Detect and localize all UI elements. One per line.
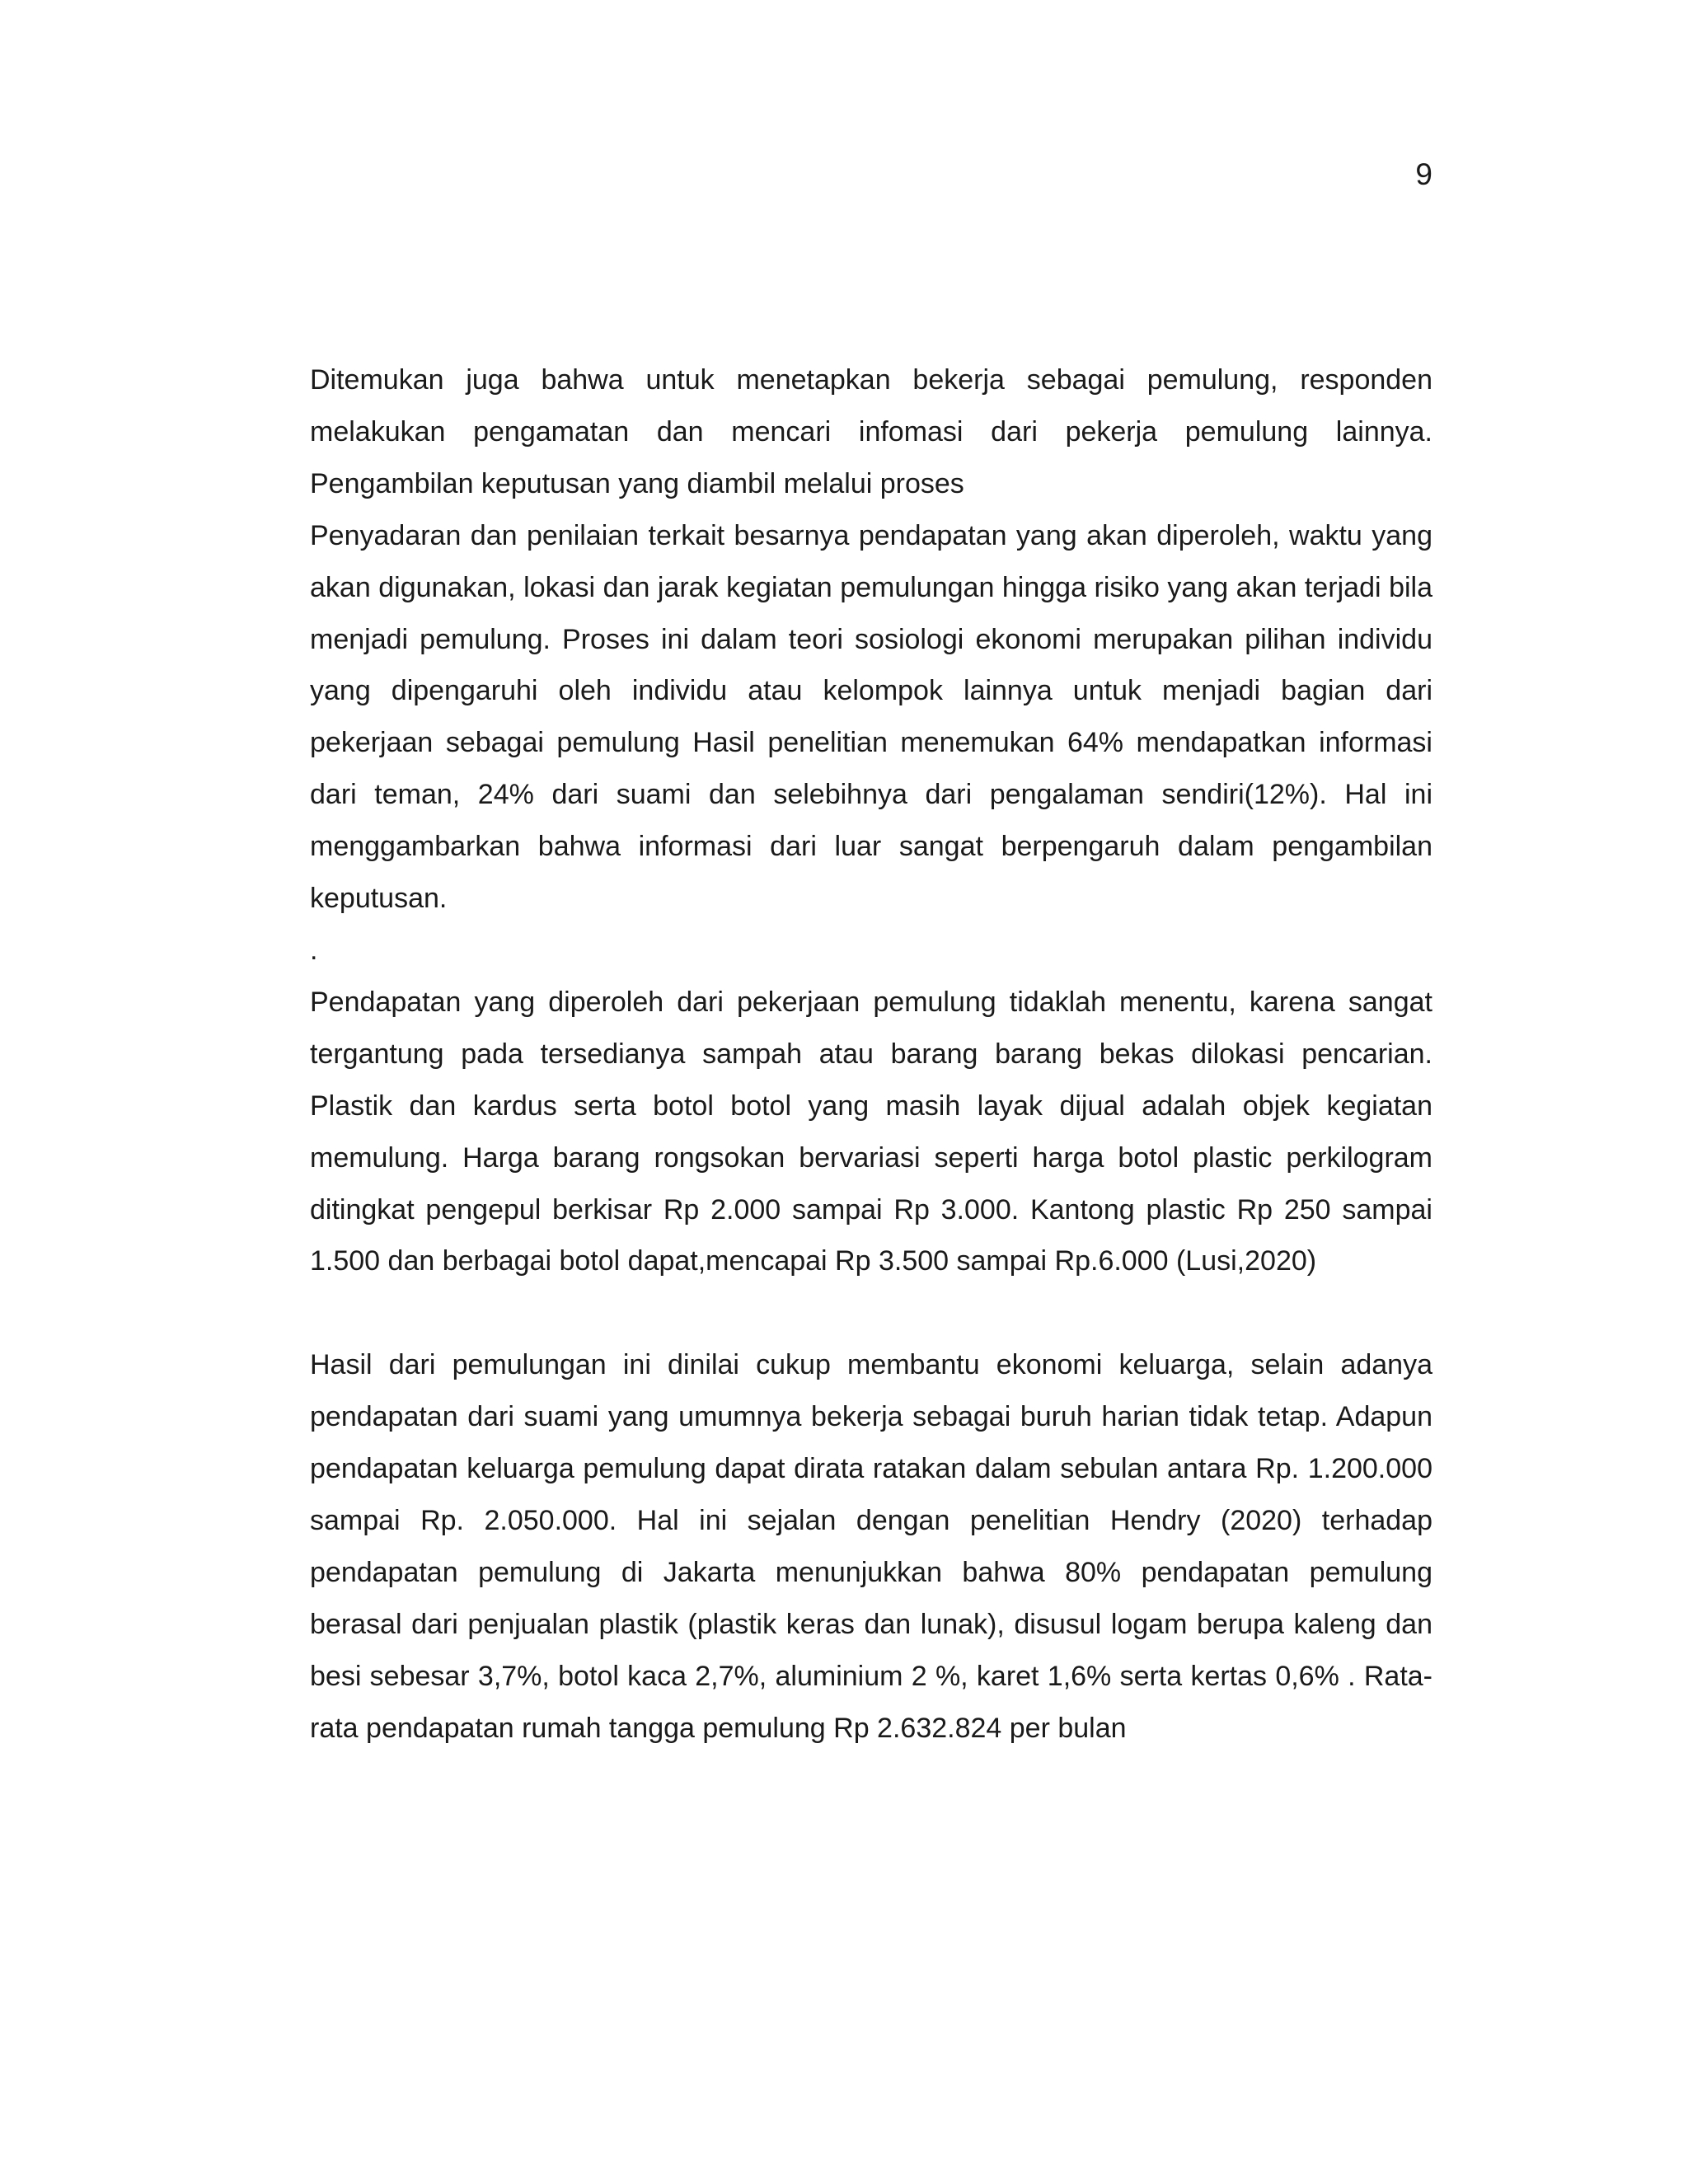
paragraph-spacer — [310, 1287, 1432, 1339]
page-number: 9 — [1415, 157, 1432, 191]
paragraph-decision-making: Ditemukan juga bahwa untuk menetapkan bekerja sebagai pemulung, responden melakukan pengamatan dan mencari infomasi dari pekerja pemulung lainnya. — [310, 364, 1432, 448]
paragraph-family-economy: Hasil dari pemulungan ini dinilai cukup membantu ekonomi keluarga, selain adanya pendapatan dari suami yang umumnya bekerja sebagai buruh harian tidak tetap. Adapun pendapatan keluarga pemulung dapat dirata ratakan dalam sebulan antara Rp. 1.200.000 sampai Rp. 2.050.000. Hal ini sejalan dengan penelitian Hendry (2020) terhadap pendapatan pemulung di Jakarta menunjukkan bahwa 80% pendapatan pemulung berasal dari penjualan plastik (plastik keras dan lunak), disusul logam berupa kaleng dan besi sebesar 3,7%, botol kaca 2,7%, aluminium 2 %, karet 1,6% serta kertas 0,6% . Rata-rata pendapatan rumah tangga pemulung Rp 2.632.824 per bulan — [310, 1349, 1432, 1744]
paragraph-awareness-process: Penyadaran dan penilaian terkait besarnya pendapatan yang akan diperoleh, waktu yang akan digunakan, lokasi dan jarak kegiatan pemulungan hingga risiko yang akan terjadi bila menjadi pemulung. Proses ini dalam teori sosiologi ekonomi merupakan pilihan individu yang dipengaruhi oleh individu atau kelompok lainnya untuk menjadi bagian dari pekerjaan sebagai pemulung Hasil penelitian menemukan 64% mendapatkan informasi dari teman, 24% dari suami dan selebihnya dari pengalaman sendiri(12%). Hal ini menggambarkan bahwa informasi dari luar sangat berpengaruh dalam pengambilan keputusan. — [310, 519, 1432, 915]
document-body — [310, 354, 1432, 1754]
paragraph-decision-making-tail: Pengambilan keputusan yang diambil melalui proses — [310, 467, 964, 499]
paragraph-income-uncertainty: Pendapatan yang diperoleh dari pekerjaan pemulung tidaklah menentu, karena sangat tergantung pada tersedianya sampah atau barang barang bekas dilokasi pencarian. Plastik dan kardus serta botol botol yang masih layak dijual adalah objek kegiatan memulung. Harga barang rongsokan bervariasi seperti harga botol plastic perkilogram ditingkat pengepul berkisar Rp 2.000 sampai Rp 3.000. Kantong plastic Rp 250 sampai 1.500 dan berbagai botol dapat,mencapai Rp 3.500 sampai Rp.6.000 (Lusi,2020) — [310, 986, 1432, 1277]
dot-line: . — [310, 934, 318, 966]
